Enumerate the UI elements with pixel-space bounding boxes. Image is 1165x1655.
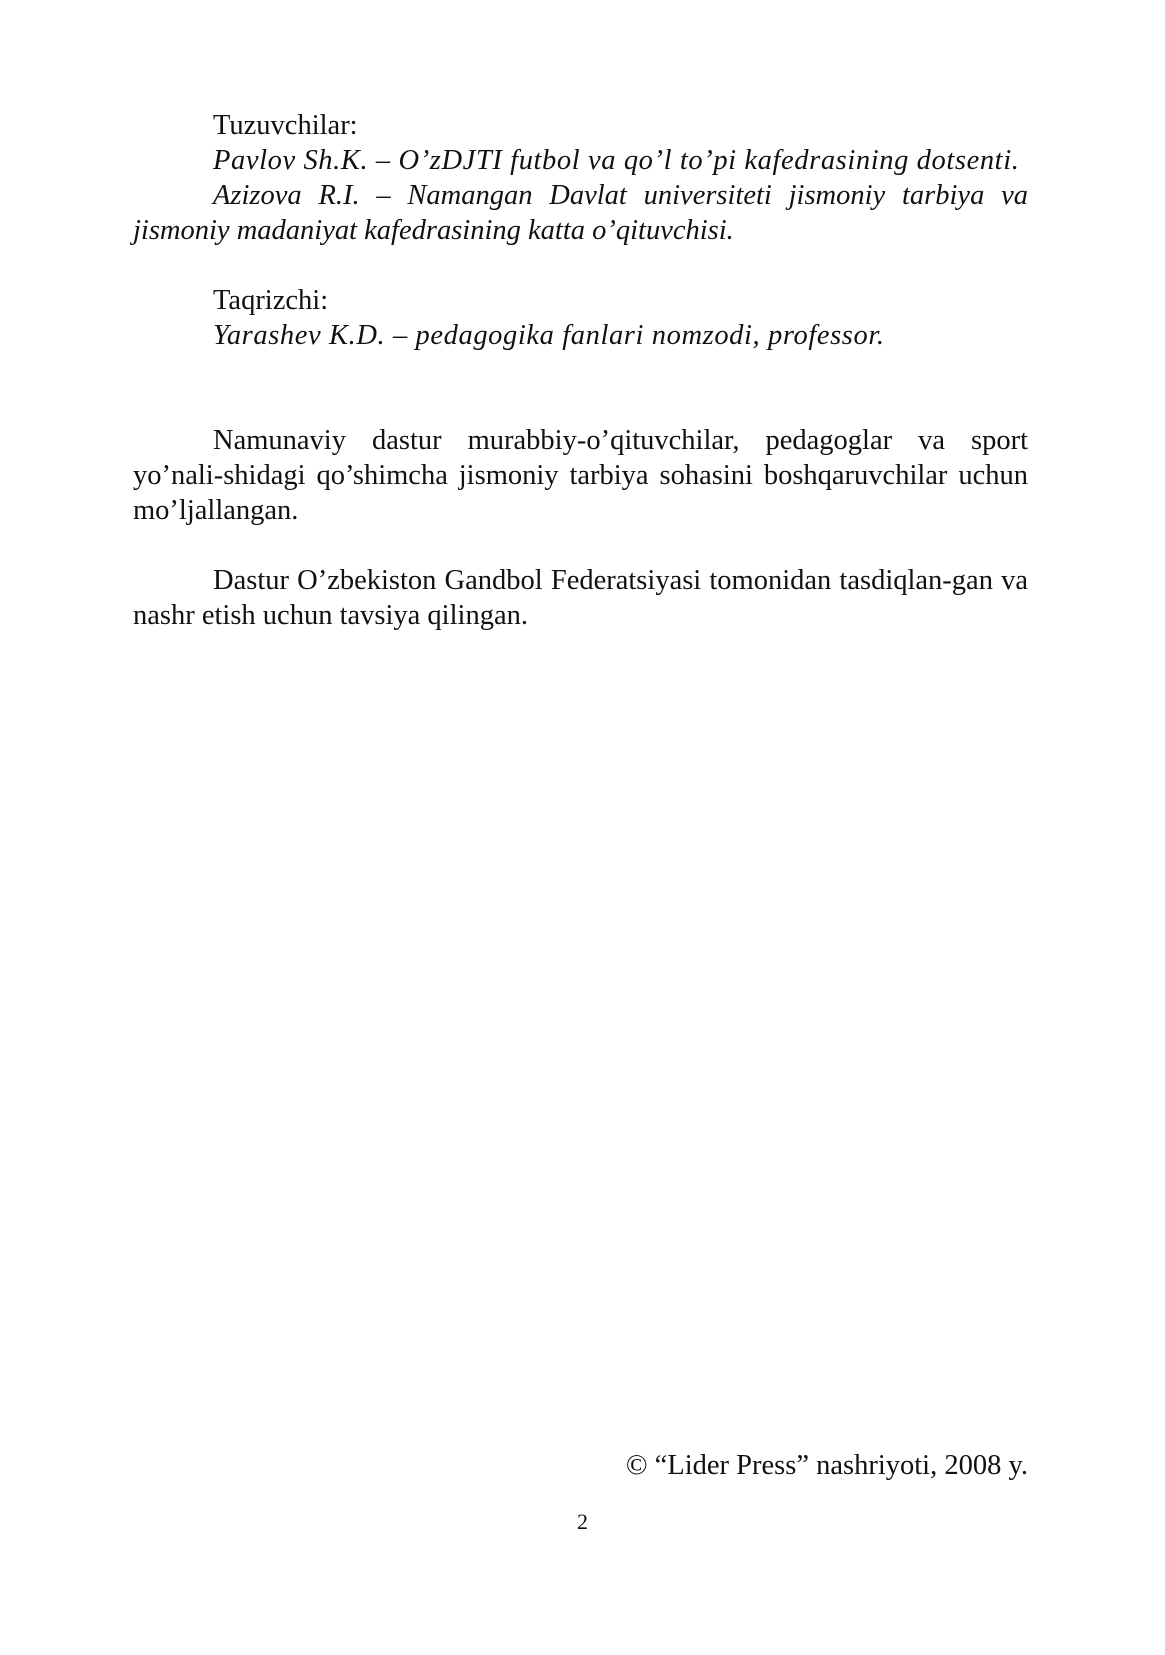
- reviewer-heading: Taqrizchi:: [213, 285, 329, 316]
- compiler-entry-pavlov: Pavlov Sh.K. – O’zDJTI futbol va qo’l to’pi kafedrasining dotsenti.: [213, 145, 1020, 176]
- spacer: [133, 353, 1028, 423]
- page-content: [133, 108, 1028, 633]
- spacer: [133, 528, 1028, 563]
- purpose-paragraph: Namunaviy dastur murabbiy-o’qituvchilar, pedagoglar va sport yo’nali-shidagi qo’shimcha jismoniy tarbiya sohasini boshqaruvchilar uchun mo’ljallangan.: [133, 425, 1028, 526]
- reviewer-entry: Yarashev K.D. – pedagogika fanlari nomzodi, professor.: [213, 320, 885, 351]
- compilers-heading: Tuzuvchilar:: [213, 110, 358, 141]
- approval-paragraph: Dastur O’zbekiston Gandbol Federatsiyasi tomonidan tasdiqlan-gan va nashr etish uchun tavsiya qilingan.: [133, 565, 1028, 631]
- page-number: 2: [577, 1509, 588, 1534]
- spacer: [133, 248, 1028, 283]
- compiler-entry-azizova: Azizova R.I. – Namangan Davlat universiteti jismoniy tarbiya va jismoniy madaniyat kafedrasining katta o’qituvchisi.: [133, 180, 1028, 246]
- copyright-notice: © “Lider Press” nashriyoti, 2008 y.: [625, 1450, 1028, 1481]
